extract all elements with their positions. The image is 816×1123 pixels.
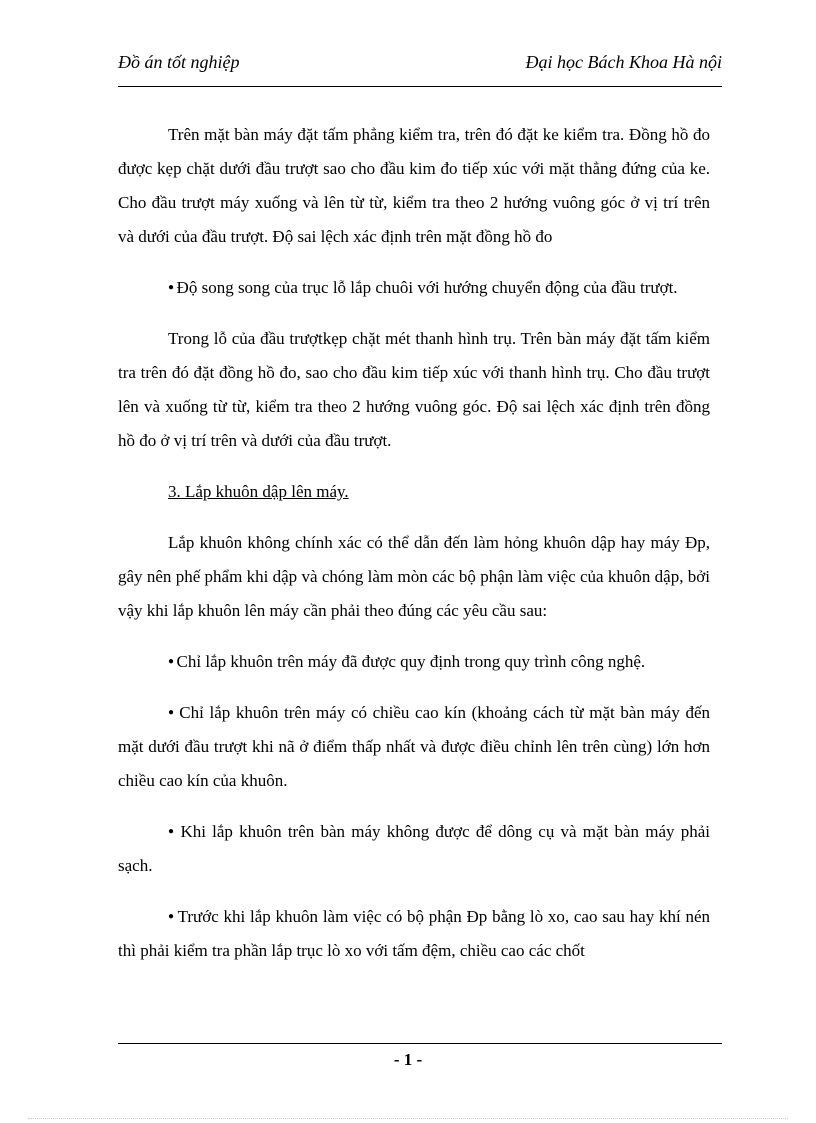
bullet-requirement-3: ● Khi lắp khuôn trên bàn máy không được để dông cụ và mặt bàn máy phải sạch. — [118, 815, 710, 883]
bullet-requirement-1: ● Chỉ lắp khuôn trên máy đã được quy định trong quy trình công nghệ. — [118, 645, 710, 679]
page-number: - 1 - — [393, 1050, 423, 1069]
header-divider — [118, 86, 722, 87]
bullet-parallelism: ● Độ song song của trục lỗ lắp chuôi với hướng chuyển động của đầu trượt. — [118, 271, 710, 305]
paragraph-cylinder-check: Trong lỗ của đầu trượtkẹp chặt mét thanh hình trụ. Trên bàn máy đặt tấm kiểm tra trên đó đặt đồng hồ đo, sao cho đầu kim tiếp xúc với thanh hình trụ. Cho đầu trượt lên và xuống từ từ, kiểm tra theo 2 hướng vuông góc. Độ sai lệch xác định trên đồng hồ đo ở vị trí trên và dưới của đầu trượt. — [118, 329, 710, 450]
page-body — [118, 118, 710, 985]
paragraph-dial-gauge-check: Trên mặt bàn máy đặt tấm phẳng kiểm tra, trên đó đặt ke kiểm tra. Đồng hồ đo được kẹp chặt dưới đầu trượt sao cho đầu kim đo tiếp xúc với mặt thẳng đứng của ke. Cho đầu trượt máy xuống và lên từ từ, kiểm tra theo 2 hướng vuông góc ở vị trí trên và dưới của đầu trượt. Độ sai lệch xác định trên mặt đồng hồ đo — [118, 125, 710, 246]
footer-divider — [118, 1043, 722, 1044]
bullet-requirement-2: ● Chỉ lắp khuôn trên máy có chiều cao kín (khoảng cách từ mặt bàn máy đến mặt dưới đầu trượt khi nã ở điểm thấp nhất và được điều chỉnh lên trên cùng) lớn hơn chiều cao kín của khuôn. — [118, 696, 710, 798]
header-university: Đại học Bách Khoa Hà nội — [525, 52, 722, 72]
page-edge-dotted-line — [28, 1118, 788, 1119]
paragraph-mounting-intro: Lắp khuôn không chính xác có thể dẫn đến làm hỏng khuôn dập hay máy Đp, gây nên phế phẩm khi dập và chóng làm mòn các bộ phận làm việc của khuôn dập, bởi vậy khi lắp khuôn lên máy cần phải theo đúng các yêu cầu sau: — [118, 533, 710, 620]
page-header — [118, 52, 722, 78]
bullet-requirement-4: ● Trước khi lắp khuôn làm việc có bộ phận Đp bằng lò xo, cao sau hay khí nén thì phải kiểm tra phần lắp trục lò xo với tấm đệm, chiều cao các chốt — [118, 900, 710, 968]
header-document-title: Đồ án tốt nghiệp — [118, 52, 240, 72]
section-heading: 3. Lắp khuôn dập lên máy. — [168, 482, 349, 501]
